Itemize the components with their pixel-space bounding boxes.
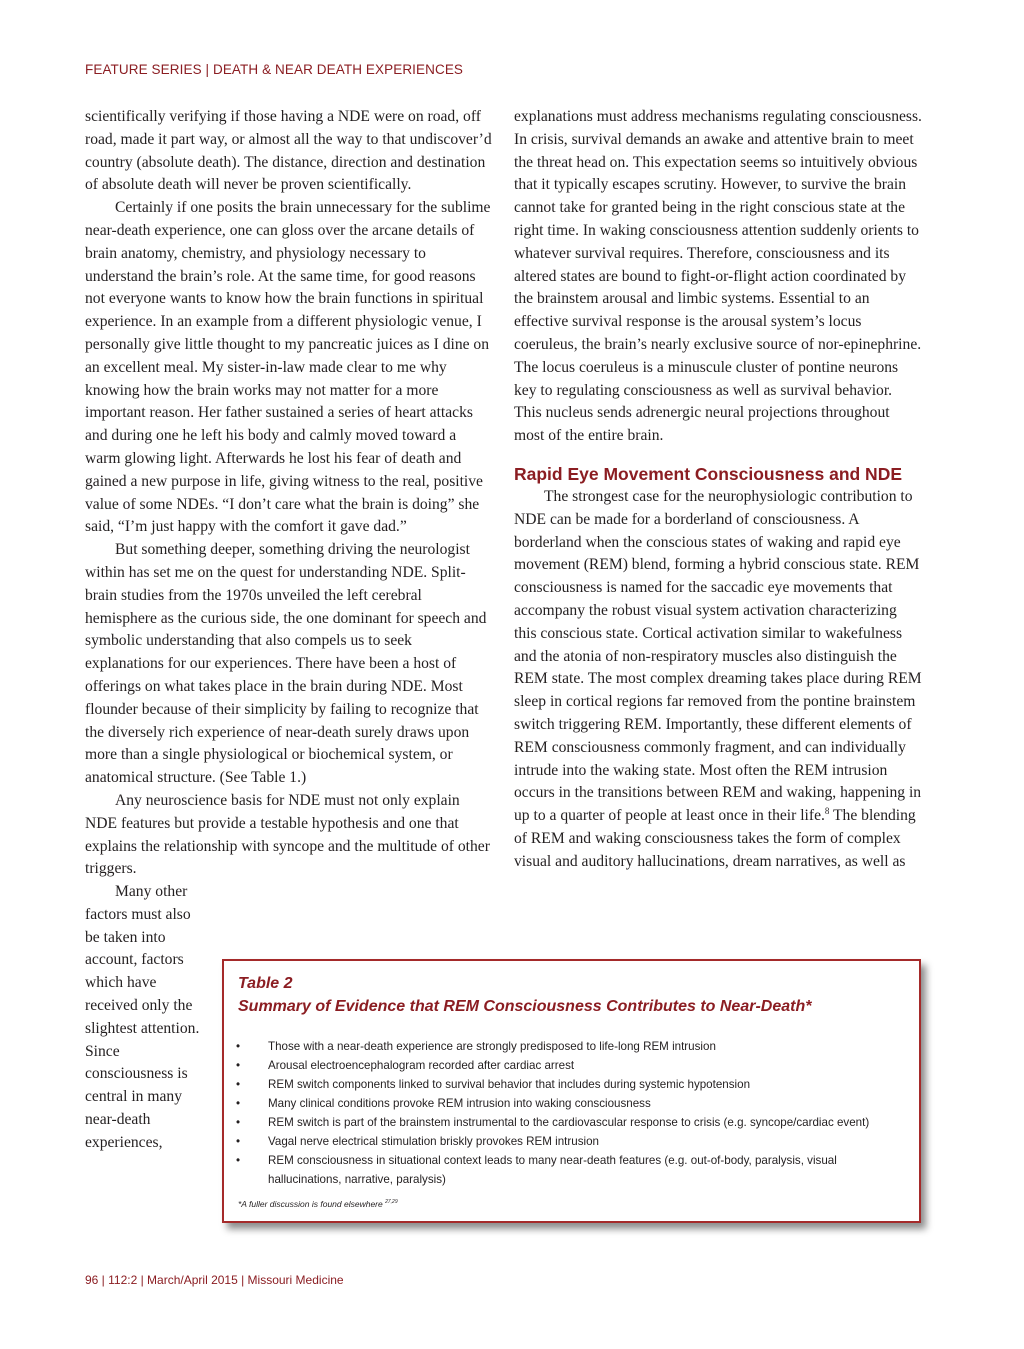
paragraph: scientifically verifying if those having a NDE were on road, off road, made it part way, or almost all the way to that undiscover’d country (absolute death). The distance, direction and destination of absolute death will never be proven scientifically. bbox=[85, 108, 492, 194]
list-item-text: Those with a near-death experience are strongly predisposed to life-long REM intrusion bbox=[268, 1040, 716, 1053]
list-item bbox=[236, 1113, 908, 1132]
list-item bbox=[236, 1094, 908, 1113]
list-item-text: REM switch components linked to survival behavior that includes during systemic hypotension bbox=[268, 1078, 751, 1091]
section-heading: Rapid Eye Movement Consciousness and NDE bbox=[514, 463, 903, 484]
paragraph: But something deeper, something driving the neurologist within has set me on the quest for understanding NDE. Split-brain studies from the 1970s unveiled the left cerebral hemisphere as the curious side, the one dominant for speech and symbolic understanding that also compels us to seek explanations for our experiences. There have been a host of offerings on what takes place in the brain during NDE. Most flounder because of their simplicity by failing to recognize that the diversely rich experience of near-death surely draws upon more than a single physiological or biochemical system, or anatomical structure. (See Table 1.) bbox=[85, 541, 487, 787]
list-item-text: Many clinical conditions provoke REM intrusion into waking consciousness bbox=[268, 1097, 651, 1110]
table-title: Table 2 bbox=[238, 975, 293, 992]
list-item-text: Arousal electroencephalogram recorded after cardiac arrest bbox=[268, 1059, 575, 1072]
list-item-text: REM consciousness in situational context leads to many near-death features (e.g. out-of-body, paralysis, visual hallucinations, narrative, paralysis) bbox=[268, 1154, 837, 1186]
bullet-icon: • bbox=[236, 1135, 241, 1148]
table-subtitle: Summary of Evidence that REM Consciousness Contributes to Near-Death* bbox=[238, 998, 812, 1015]
list-item bbox=[236, 1037, 908, 1056]
bullet-icon: • bbox=[236, 1154, 241, 1167]
page-footer: 96 | 112:2 | March/April 2015 | Missouri Medicine bbox=[85, 1273, 344, 1287]
right-column bbox=[514, 106, 922, 874]
list-item bbox=[236, 1151, 908, 1189]
paragraph: Any neuroscience basis for NDE must not only explain NDE features but provide a testable hypothesis and one that explains the relationship with syncope and the multitude of other triggers. bbox=[85, 791, 490, 878]
bullet-icon: • bbox=[236, 1040, 241, 1053]
paragraph-wrapped: Many other factors must also be taken into account, factors which have received only the slightest attention. Since consciousness is central in many near-death experiences, bbox=[85, 883, 200, 1151]
evidence-list bbox=[236, 1037, 908, 1189]
footnote-references: 27,29 bbox=[385, 1199, 398, 1206]
table-footnote bbox=[238, 1199, 398, 1209]
list-item-text: REM switch is part of the brainstem instrumental to the cardiovascular response to crisis (e.g. syncope/cardiac event) bbox=[268, 1116, 870, 1129]
bullet-icon: • bbox=[236, 1059, 241, 1072]
list-item bbox=[236, 1132, 908, 1151]
bullet-icon: • bbox=[236, 1116, 241, 1129]
series-header: FEATURE SERIES | DEATH & NEAR DEATH EXPERIENCES bbox=[85, 62, 464, 77]
table-2-box bbox=[222, 959, 921, 1223]
paragraph: explanations must address mechanisms regulating consciousness. In crisis, survival demands an awake and attentive brain to meet the threat head on. This expectation seems so intuitively obvious that it typically escapes scrutiny. However, to survive the brain cannot take for granted being in the right conscious state at the right time. In waking consciousness attention suddenly orients to whatever survival requires. Therefore, consciousness and its altered states are bound to fight-or-flight action coordinated by the brainstem arousal and limbic systems. Essential to an effective survival response is the arousal system’s locus coeruleus, the brain’s nearly exclusive source of nor-epinephrine. The locus coeruleus is a minuscule cluster of pontine neurons key to regulating consciousness as well as survival behavior. This nucleus sends adrenergic neural projections throughout most of the entire brain. bbox=[514, 108, 922, 445]
paragraph: Certainly if one posits the brain unnecessary for the sublime near-death experience, one can gloss over the arcane details of brain anatomy, chemistry, and physiology necessary to understand the brain’s role. At the same time, for good reasons not everyone wants to know how the brain functions in spiritual experience. In an example from a different physiologic venue, I personally give little thought to my pancreatic juices as I dine on an excellent meal. My sister-in-law made clear to me why knowing how the brain works may not matter for a more important reason. Her father sustained a series of heart attacks and during one he left his body and calmly moved toward a warm glowing light. Afterwards he lost his fear of death and gained a new purpose in life, giving witness to the real, positive value of some NDEs. “I don’t care what the brain is doing” she said, “I’m just happy with the comfort it gave dad.” bbox=[85, 199, 491, 536]
list-item bbox=[236, 1075, 908, 1094]
reference-superscript: 8 bbox=[824, 805, 830, 816]
list-item-text: Vagal nerve electrical stimulation briskly provokes REM intrusion bbox=[268, 1135, 599, 1148]
paragraph bbox=[514, 486, 922, 874]
list-item bbox=[236, 1056, 908, 1075]
bullet-icon: • bbox=[236, 1078, 241, 1091]
bullet-icon: • bbox=[236, 1097, 241, 1110]
footnote-text: *A fuller discussion is found elsewhere bbox=[238, 1199, 383, 1209]
paragraph-text: The blending of REM and waking consciousness takes the form of complex visual and auditory hallucinations, dream narratives, as well as bbox=[514, 807, 916, 870]
paragraph-text: The strongest case for the neurophysiologic contribution to NDE can be made for a borderland of consciousness. A borderland when the conscious states of waking and rapid eye movement (REM) blend, forming a hybrid conscious state. REM consciousness is named for the saccadic eye movements that accompany the robust visual system activation characterizing this conscious state. Cortical activation similar to wakefulness and the atonia of non-respiratory muscles also distinguish the REM state. The most complex dreaming takes place during REM sleep in cortical regions far removed from the pontine brainstem switch triggering REM. Importantly, these different elements of REM consciousness commonly fragment, and can individually intrude into the waking state. Most often the REM intrusion occurs in the transitions between REM and waking, happening in up to a quarter of people at least once in their life. bbox=[514, 487, 922, 825]
